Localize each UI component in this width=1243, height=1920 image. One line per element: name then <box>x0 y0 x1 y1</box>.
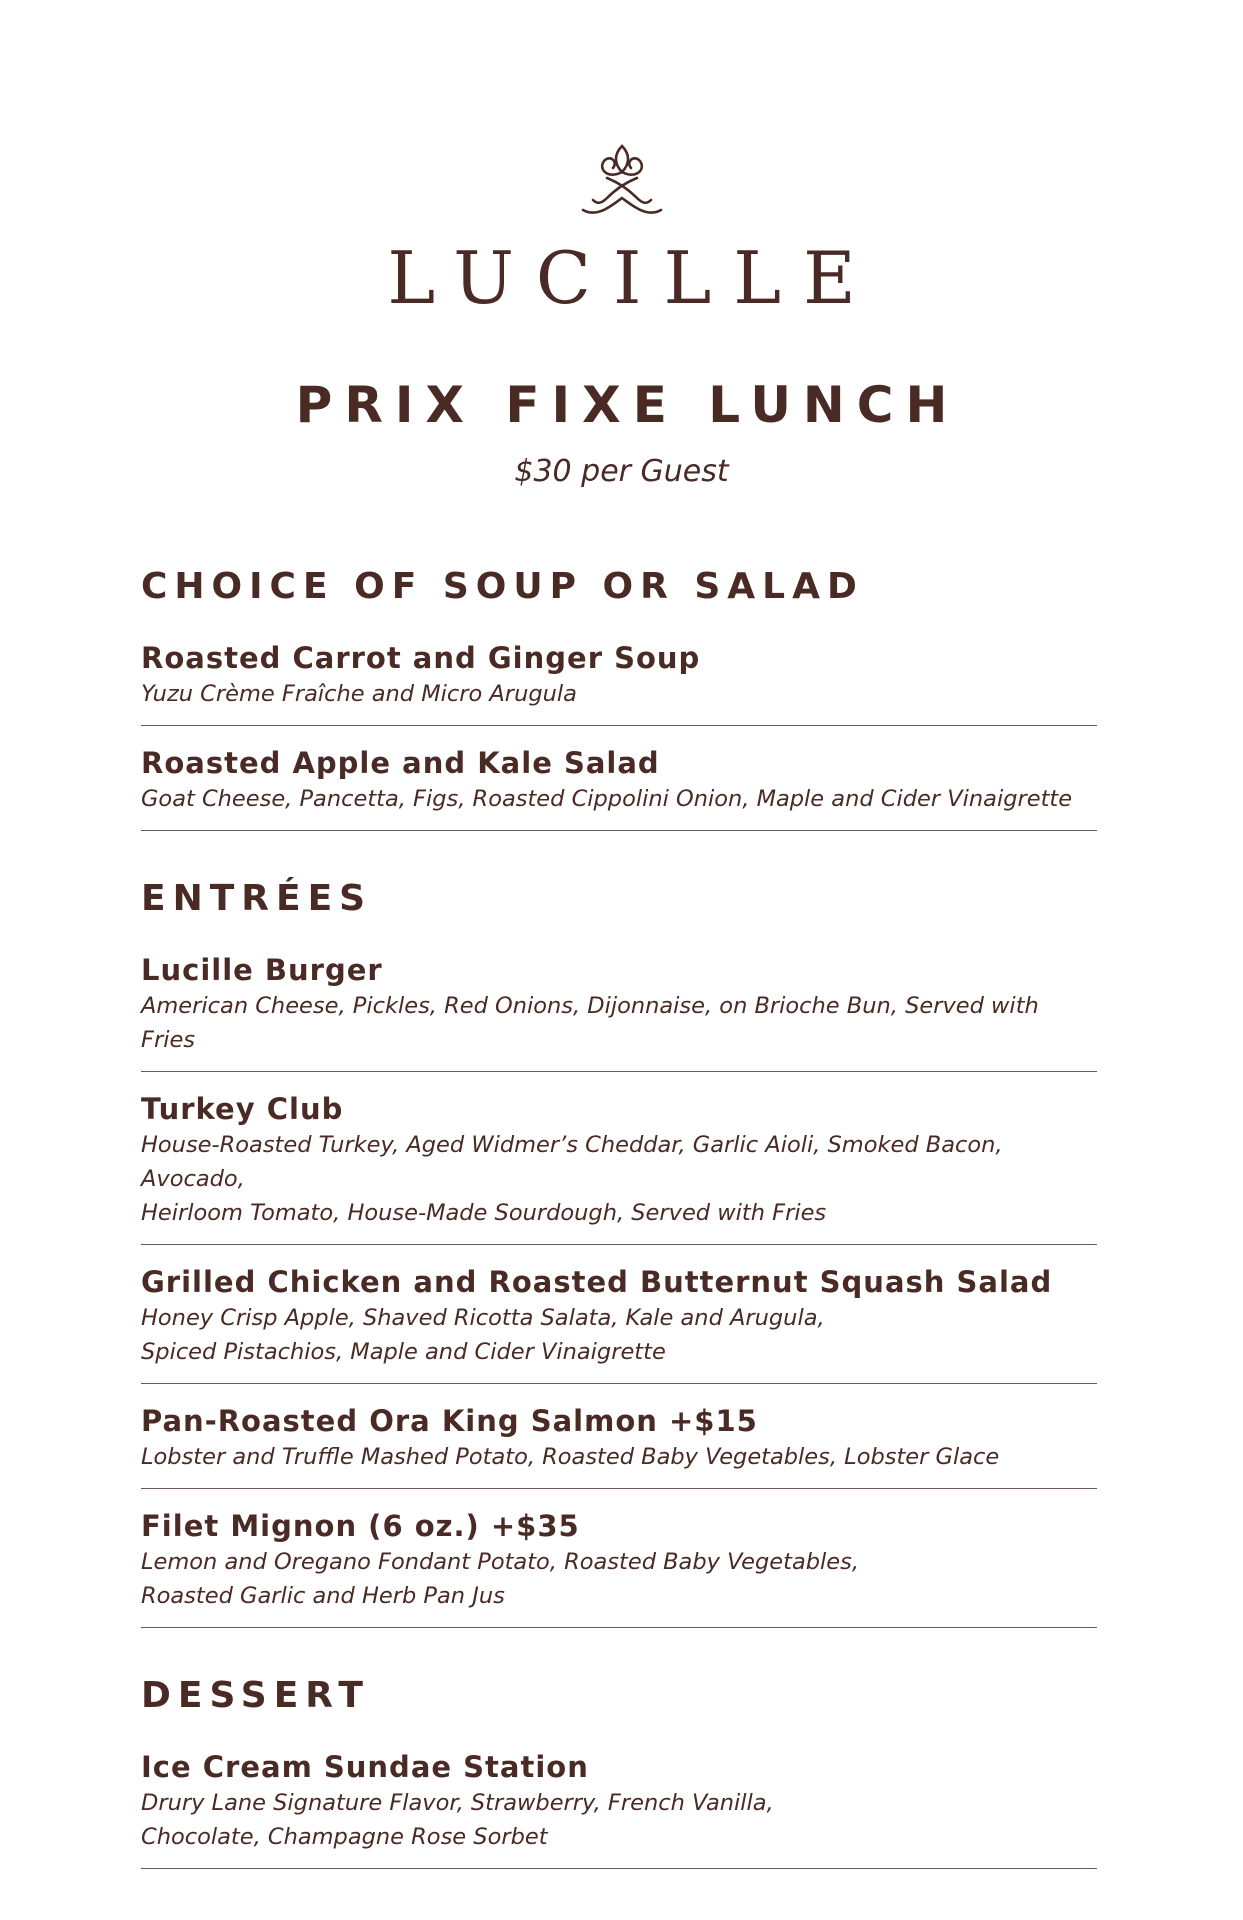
item-name: Roasted Apple and Kale Salad <box>141 746 660 780</box>
menu-item <box>141 1090 1097 1245</box>
item-description: Roasted Garlic and Herb Pan Jus <box>141 1583 505 1609</box>
item-description: House-Roasted Turkey, Aged Widmer’s Cheddar, Garlic Aioli, Smoked Bacon, Avocado, <box>141 1132 1003 1192</box>
item-description: Goat Cheese, Pancetta, Figs, Roasted Cippolini Onion, Maple and Cider Vinaigrette <box>141 786 1073 812</box>
item-name: Lucille Burger <box>141 953 383 987</box>
item-description: Heirloom Tomato, House-Made Sourdough, Served with Fries <box>141 1200 827 1226</box>
item-description: Honey Crisp Apple, Shaved Ricotta Salata, Kale and Arugula, <box>141 1305 825 1331</box>
flourish-icon <box>577 140 667 224</box>
item-description: Drury Lane Signature Flavor, Strawberry, French Vanilla, <box>141 1790 774 1816</box>
item-description: Chocolate, Champagne Rose Sorbet <box>141 1824 548 1850</box>
menu-content <box>141 565 1097 1915</box>
item-name: Turkey Club <box>141 1092 344 1126</box>
item-description: Lobster and Truffle Mashed Potato, Roasted Baby Vegetables, Lobster Glace <box>141 1444 1000 1470</box>
menu-item <box>141 1402 1097 1489</box>
item-name: Pan-Roasted Ora King Salmon +$15 <box>141 1404 758 1438</box>
section-heading: DESSERT <box>141 1675 370 1716</box>
menu-item <box>141 1507 1097 1628</box>
menu-item <box>141 1748 1097 1869</box>
section-heading: ENTRÉES <box>141 878 373 919</box>
menu-price: $30 per Guest <box>514 454 729 489</box>
item-name: Roasted Carrot and Ginger Soup <box>141 641 701 675</box>
menu-item <box>141 744 1097 831</box>
section-entrees <box>141 877 1097 1628</box>
item-name: Grilled Chicken and Roasted Butternut Squash Salad <box>141 1265 1053 1299</box>
item-description: Yuzu Crème Fraîche and Micro Arugula <box>141 681 577 707</box>
section-heading: CHOICE OF SOUP OR SALAD <box>141 566 864 607</box>
section-soup-salad <box>141 565 1097 831</box>
menu-item <box>141 639 1097 726</box>
item-description: Lemon and Oregano Fondant Potato, Roasted Baby Vegetables, <box>141 1549 860 1575</box>
menu-item <box>141 1263 1097 1384</box>
item-name: Ice Cream Sundae Station <box>141 1750 589 1784</box>
item-description: Spiced Pistachios, Maple and Cider Vinaigrette <box>141 1339 666 1365</box>
logo-emblem <box>0 140 1243 224</box>
section-dessert <box>141 1674 1097 1869</box>
brand-name: LUCILLE <box>387 236 878 320</box>
item-description: American Cheese, Pickles, Red Onions, Dijonnaise, on Brioche Bun, Served with Fries <box>141 993 1039 1053</box>
menu-item <box>141 951 1097 1072</box>
item-name: Filet Mignon (6 oz.) +$35 <box>141 1509 580 1543</box>
menu-title: PRIX FIXE LUNCH <box>295 376 960 434</box>
